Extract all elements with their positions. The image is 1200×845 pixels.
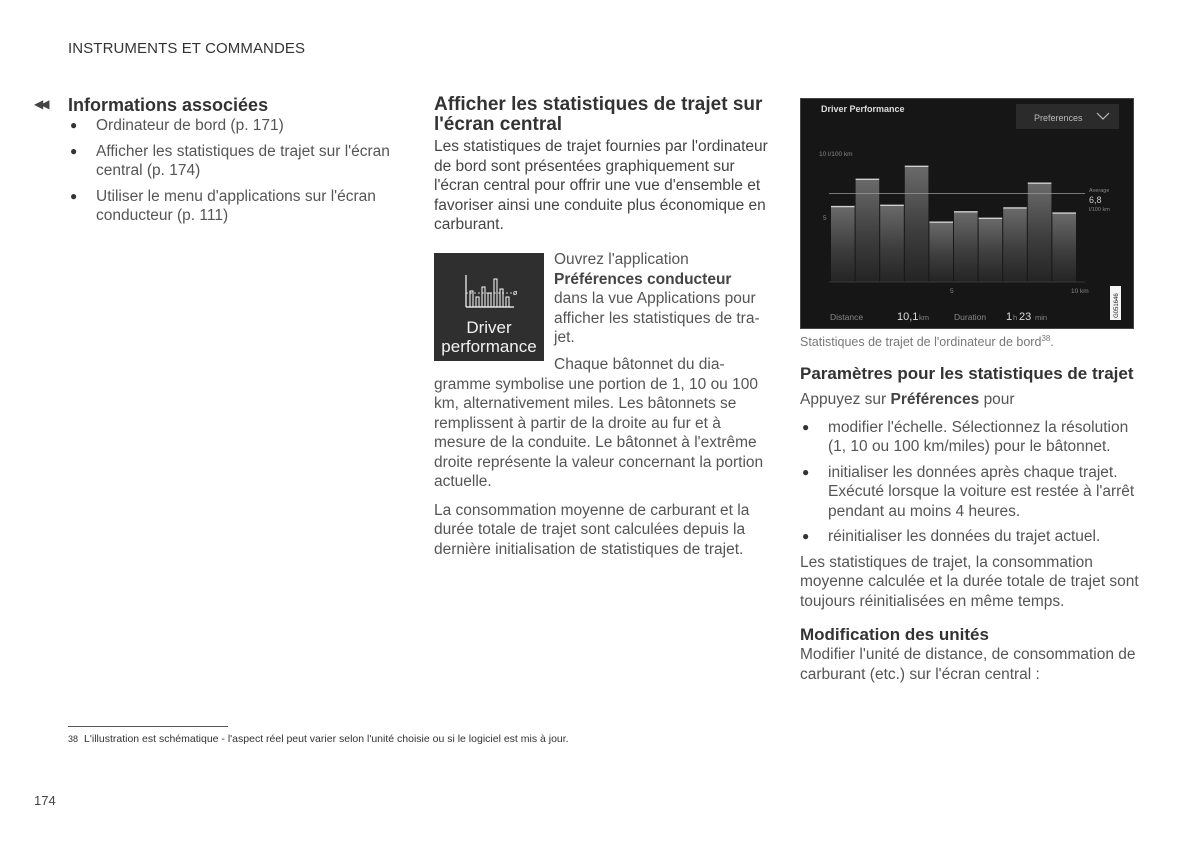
footnote-divider bbox=[68, 726, 228, 727]
chart-bar bbox=[1003, 208, 1027, 282]
screen-caption: Statistiques de trajet de l'ordinateur de bord$^{38}$. bbox=[800, 334, 1054, 350]
settings-heading: Paramètres pour les statistiques de trajet bbox=[800, 364, 1134, 383]
distance-value: 10,1 bbox=[897, 311, 919, 323]
bullet-icon: ● bbox=[802, 529, 810, 543]
units-paragraph: Modifier l'unité de distance, de consommation de carburant (etc.) sur l'écran central : bbox=[800, 646, 1136, 683]
consumption-paragraph: La consommation moyenne de carburant et la durée totale de trajet sont calculées depuis la dernière initialisation de statistiques de trajet. bbox=[434, 501, 750, 558]
chart-bar bbox=[929, 222, 953, 282]
y-axis-mid: 5 bbox=[823, 215, 827, 222]
settings-item-1: ● modifier l'échelle. Sélectionnez la résolution (1, 10 ou 100 km/miles) pour le bâtonnet. bbox=[802, 418, 1129, 455]
preferences-button[interactable]: Preferences bbox=[1034, 113, 1083, 123]
bar-description: Chaque bâtonnet du dia- gramme symbolise une portion de 1, 10 ou 100 km, alternativement miles. Les bâtonnets se remplissent à partir de la droite au fur et à mesure de la conduite. Le bâtonnet à l'extrême droite représente la valeur concernant la portion actuelle. La consommation moyenne de carburant et la durée totale de trajet sont calculées depuis la dernière initialisation de statistiques de trajet. bbox=[434, 355, 769, 559]
related-info-heading: Informations associées bbox=[68, 95, 269, 115]
bullet-icon: ● bbox=[70, 118, 78, 132]
intro-paragraph: Les statistiques de trajet fournies par l'ordinateur de bord sont présentées graphiquement sur l'écran central pour offrir une vue d'ensemble et favoriser ainsi une conduite plus économique en carburant. bbox=[434, 138, 768, 233]
settings-item-2: ● initialiser les données après chaque trajet. Exécuté lorsque la voiture est restée à l'arrêt pendant au moins 4 heures. bbox=[802, 463, 1135, 520]
main-section bbox=[434, 95, 774, 235]
driver-performance-screen bbox=[800, 98, 1134, 329]
distance-label: Distance bbox=[830, 312, 864, 322]
chart-bar bbox=[1028, 183, 1052, 282]
settings-section bbox=[800, 364, 1140, 684]
chart-bar bbox=[1052, 213, 1076, 282]
footnote: 38 L'illustration est schématique - l'aspect réel peut varier selon l'unité choisie ou si le logiciel est mis à jour. bbox=[68, 733, 569, 745]
bullet-icon: ● bbox=[70, 143, 78, 158]
driver-performance-app-tile[interactable] bbox=[434, 253, 544, 361]
x-axis-mid: 5 bbox=[950, 288, 954, 295]
screen-title: Driver Performance bbox=[821, 104, 905, 114]
settings-item-3: ● réinitialiser les données du trajet actuel. bbox=[802, 528, 1101, 545]
related-link-2[interactable]: ● Afficher les statistiques de trajet sur l'écran central (p. 174) bbox=[70, 142, 390, 179]
app-tile-label: Driver performance bbox=[441, 318, 537, 356]
open-app-instruction: Ouvrez l'application Préférences conducteur dans la vue Applications pour afficher les statistiques de tra-jet. bbox=[554, 251, 760, 346]
y-axis-unit: 10 l/100 km bbox=[819, 151, 853, 158]
duration-label: Duration bbox=[954, 312, 987, 322]
section-header: INSTRUMENTS ET COMMANDES bbox=[68, 40, 306, 57]
average-label: Average bbox=[1089, 188, 1110, 194]
bar-chart-icon bbox=[464, 271, 520, 311]
x-axis-end: 10 km bbox=[1071, 288, 1089, 295]
chart-bar bbox=[831, 207, 855, 282]
bullet-icon: ● bbox=[802, 464, 810, 479]
chart-bar bbox=[979, 218, 1003, 282]
double-chevron-left-icon[interactable]: ◀◀ bbox=[34, 97, 47, 111]
image-code: G051646 bbox=[1114, 293, 1120, 318]
related-link-1[interactable]: ● Ordinateur de bord (p. 171) bbox=[70, 117, 284, 134]
duration-hours-unit: h bbox=[1013, 313, 1018, 322]
average-unit: l/100 km bbox=[1089, 207, 1110, 213]
svg-text:ø: ø bbox=[513, 289, 518, 297]
bullet-icon: ● bbox=[70, 188, 78, 203]
duration-minutes: 23 bbox=[1019, 311, 1032, 323]
driver-performance-chart bbox=[801, 99, 1135, 330]
bullet-icon: ● bbox=[802, 419, 810, 434]
chart-bar bbox=[905, 166, 929, 282]
average-value: 6,8 bbox=[1089, 195, 1102, 205]
chart-bar bbox=[954, 212, 978, 282]
units-heading: Modification des unités bbox=[800, 625, 989, 644]
page-number: 174 bbox=[34, 793, 56, 808]
related-link-3[interactable]: ● Utiliser le menu d'applications sur l'écran conducteur (p. 111) bbox=[70, 187, 376, 224]
distance-unit: km bbox=[919, 313, 929, 322]
related-info-list bbox=[68, 116, 398, 232]
main-heading: Afficher les statistiques de trajet sur l'écran central bbox=[434, 94, 763, 135]
settings-intro: Appuyez sur Préférences pour bbox=[800, 391, 1015, 408]
chart-bar bbox=[880, 205, 904, 282]
duration-hours: 1 bbox=[1006, 311, 1013, 323]
settings-outro: Les statistiques de trajet, la consommation moyenne calculée et la durée totale de trajet sont toujours réinitialisées en même temps. bbox=[800, 553, 1139, 610]
duration-minutes-unit: min bbox=[1035, 313, 1048, 322]
chart-bar bbox=[856, 179, 880, 282]
